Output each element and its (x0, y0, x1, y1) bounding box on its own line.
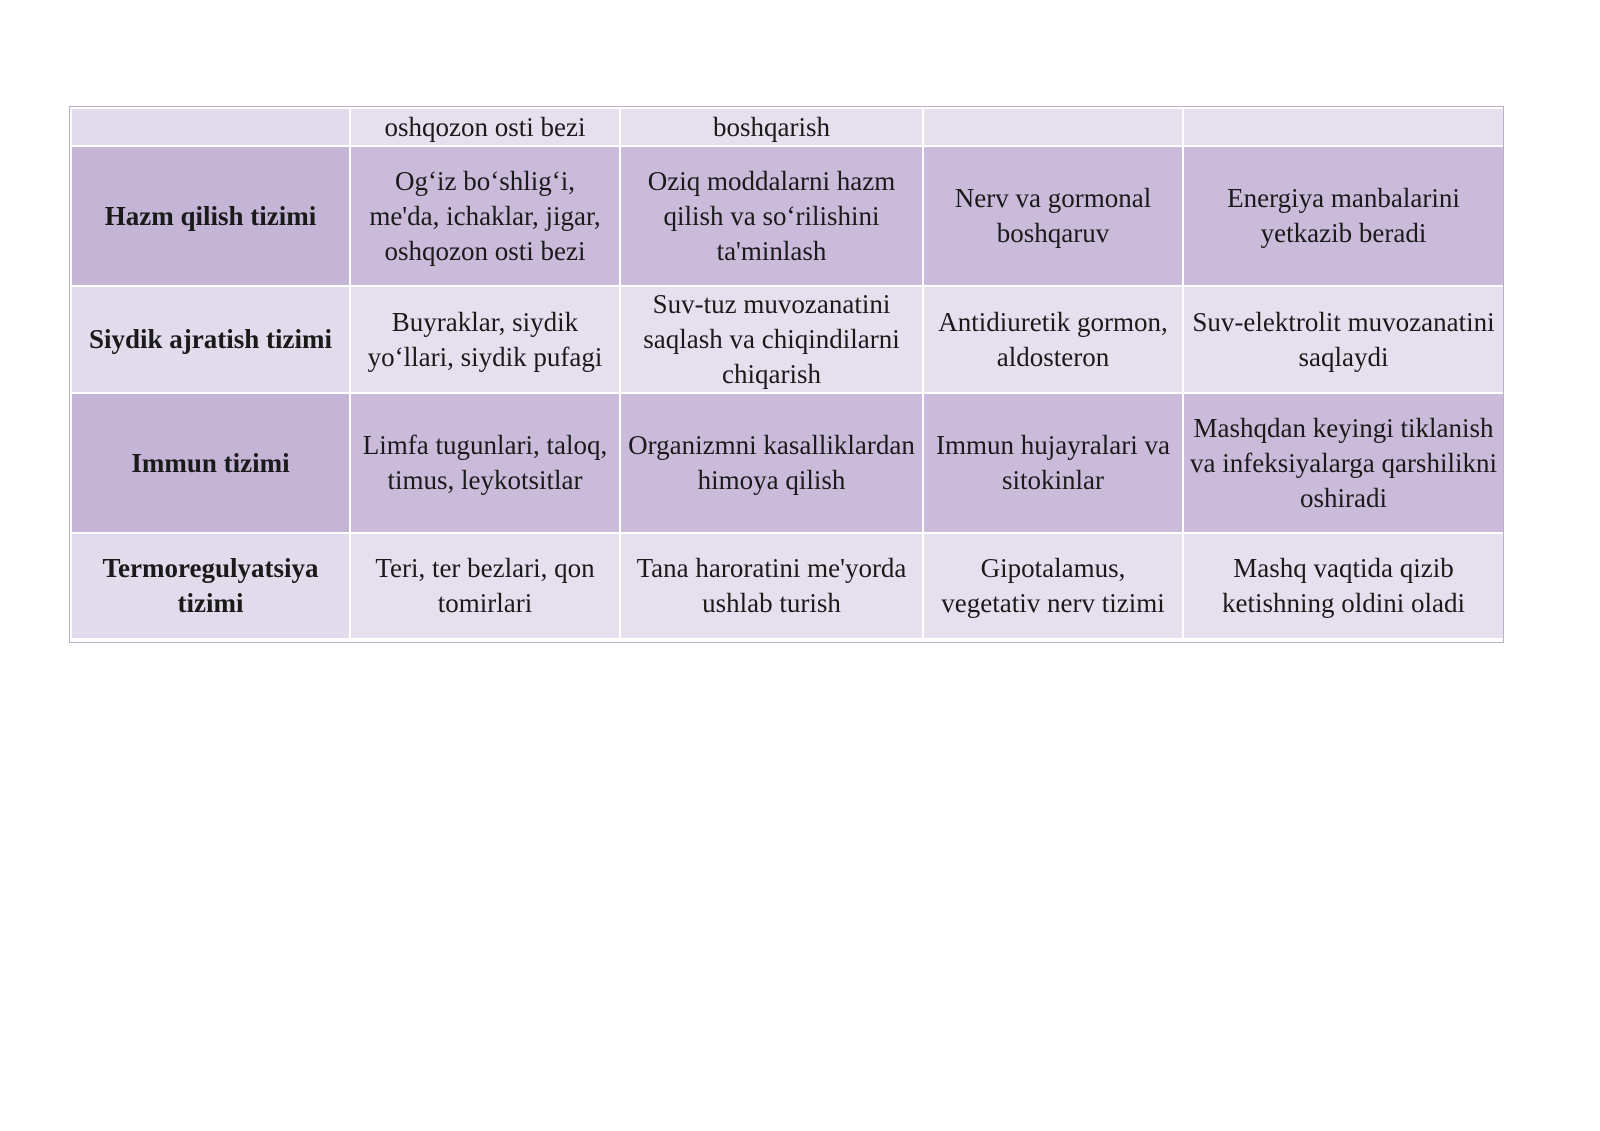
organs-cell: oshqozon osti bezi (350, 108, 620, 146)
table-row (71, 393, 1504, 533)
organs-cell: Teri, ter bezlari, qon tomirlari (350, 533, 620, 639)
effect-cell (1183, 108, 1504, 146)
effect-cell: Suv-elektrolit muvozanatini saqlaydi (1183, 286, 1504, 393)
function-cell: Suv-tuz muvozanatini saqlash va chiqindilarni chiqarish (620, 286, 923, 393)
regulation-cell: Gipotalamus, vegetativ nerv tizimi (923, 533, 1183, 639)
organs-cell: Limfa tugunlari, taloq, timus, leykotsitlar (350, 393, 620, 533)
function-cell: Tana haroratini me'yorda ushlab turish (620, 533, 923, 639)
function-cell: Organizmni kasalliklardan himoya qilish (620, 393, 923, 533)
organs-cell: Buyraklar, siydik yo‘llari, siydik pufagi (350, 286, 620, 393)
table-row (71, 146, 1504, 286)
row-header-cell: Hazm qilish tizimi (71, 146, 350, 286)
table-row (71, 286, 1504, 393)
regulation-cell: Nerv va gormonal boshqaruv (923, 146, 1183, 286)
function-cell: boshqarish (620, 108, 923, 146)
row-header-cell: Siydik ajratish tizimi (71, 286, 350, 393)
row-header-cell (71, 108, 350, 146)
row-header-cell: Termoregulyatsiya tizimi (71, 533, 350, 639)
systems-table (70, 107, 1505, 640)
regulation-cell (923, 108, 1183, 146)
effect-cell: Mashq vaqtida qizib ketishning oldini oladi (1183, 533, 1504, 639)
effect-cell: Energiya manbalarini yetkazib beradi (1183, 146, 1504, 286)
table-row (71, 533, 1504, 639)
row-header-cell: Immun tizimi (71, 393, 350, 533)
regulation-cell: Immun hujayralari va sitokinlar (923, 393, 1183, 533)
organs-cell: Og‘iz bo‘shlig‘i, me'da, ichaklar, jigar, oshqozon osti bezi (350, 146, 620, 286)
effect-cell: Mashqdan keyingi tiklanish va infeksiyalarga qarshilikni oshiradi (1183, 393, 1504, 533)
regulation-cell: Antidiuretik gormon, aldosteron (923, 286, 1183, 393)
table-row (71, 108, 1504, 146)
function-cell: Oziq moddalarni hazm qilish va so‘rilishini ta'minlash (620, 146, 923, 286)
